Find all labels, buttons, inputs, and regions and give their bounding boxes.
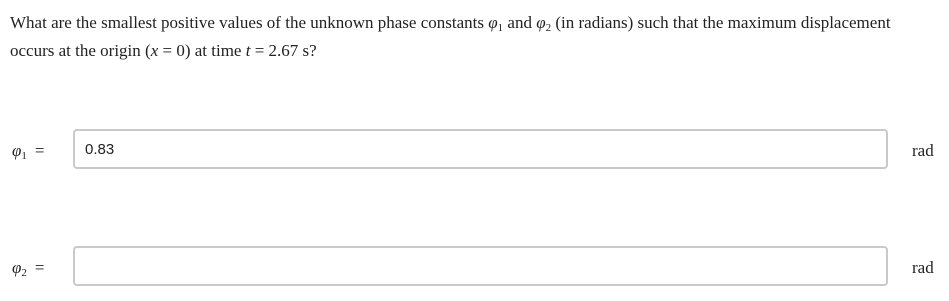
phi1-subscript: 1 [497,22,504,34]
answer-phi2-symbol: φ [12,258,22,277]
answer-row-phi2 [0,246,949,290]
question-part-4: = 0) at time [158,41,246,60]
phi1-answer-input[interactable] [73,129,888,169]
question-part-1: What are the smallest positive values of the unknown phase constants [10,13,489,32]
phi2-unit-label: rad [912,258,934,277]
question-part-5: = 2.67 s? [250,41,317,60]
answer-phi1-symbol: φ [12,141,22,160]
phi1-unit-label: rad [912,141,934,160]
phi2-symbol: φ [536,13,546,32]
phi2-answer-input[interactable] [73,246,888,286]
phi1-symbol: φ [488,13,498,32]
answer-label-phi1 [12,141,45,161]
answer-phi1-equals: = [34,141,45,160]
question-part-2: and [503,13,537,32]
question-text [10,9,930,65]
answer-phi2-equals: = [34,258,45,277]
var-t: t [245,41,251,60]
answer-phi2-subscript: 2 [21,267,27,279]
answer-phi1-subscript: 1 [21,150,27,162]
phi2-subscript: 2 [545,22,552,34]
question-part-3: (in radians) such that the maximum displacement occurs at the origin ( [10,13,891,60]
answer-label-phi2 [12,258,45,278]
answer-row-phi1 [0,129,949,173]
var-x: x [150,41,159,60]
